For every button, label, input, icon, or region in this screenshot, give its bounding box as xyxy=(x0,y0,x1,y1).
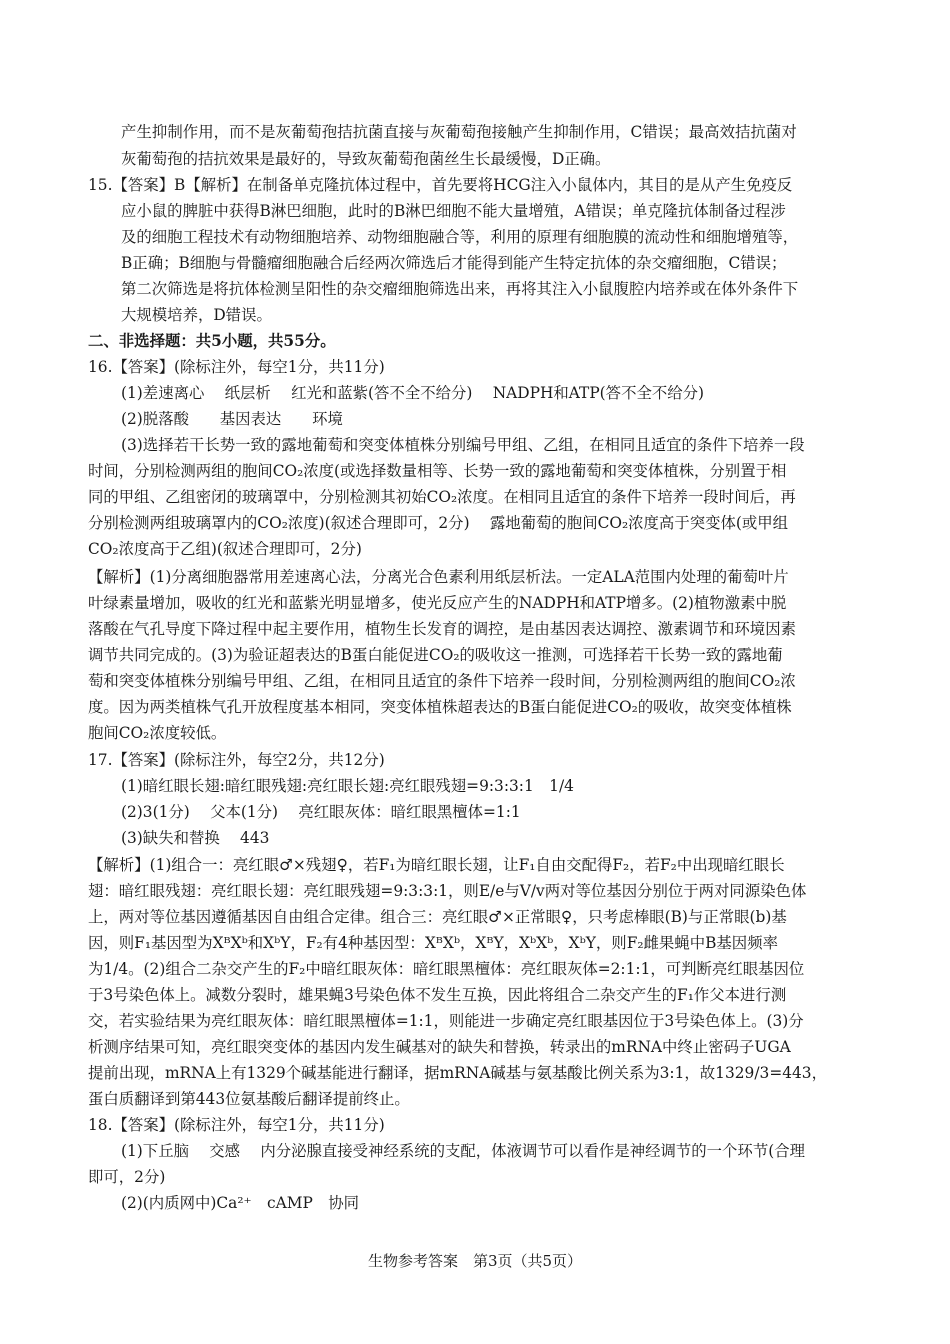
text-line: 落酸在气孔导度下降过程中起主要作用，植物生长发育的调控，是由基因表达调控、激素调节和环境因素 xyxy=(88,620,796,638)
answer-line: (2)(内质网中)Ca²⁺ cAMP 协同 xyxy=(121,1194,360,1212)
text-line: 产生抑制作用，而不是灰葡萄孢拮抗菌直接与灰葡萄孢接触产生抑制作用，C错误；最高效拮抗菌对 xyxy=(121,123,797,141)
text-line: CO₂浓度高于乙组)(叙述合理即可，2分) xyxy=(88,540,362,558)
analysis-17: 【解析】(1)组合一：亮红眼♂×残翅♀，若F₁为暗红眼长翅，让F₁自由交配得F₂，若F₂中出现暗红眼长 xyxy=(88,856,785,874)
answer-line: (1)暗红眼长翅:暗红眼残翅:亮红眼长翅:亮红眼残翅=9:3:3:1 1/4 xyxy=(121,777,574,795)
text-line: 应小鼠的脾脏中获得B淋巴细胞，此时的B淋巴细胞不能大量增殖，A错误；单克隆抗体制备过程涉 xyxy=(121,202,786,220)
text-line: 叶绿素量增加，吸收的红光和蓝紫光明显增多，使光反应产生的NADPH和ATP增多。(2)植物激素中脱 xyxy=(88,594,787,612)
text-line: 于3号染色体上。减数分裂时，雄果蝇3号染色体不发生互换，因此将组合二杂交产生的F₁作父本进行测 xyxy=(88,986,787,1004)
answer-line: (3)缺失和替换 443 xyxy=(121,829,270,847)
question-18-answer: 18.【答案】(除标注外，每空1分，共11分) xyxy=(88,1116,385,1134)
text-line: 同的甲组、乙组密闭的玻璃罩中，分别检测其初始CO₂浓度。在相同且适宜的条件下培养一段时间后，再 xyxy=(88,488,796,506)
answer-line: (1)差速离心 纸层析 红光和蓝紫(答不全不给分) NADPH和ATP(答不全不给分) xyxy=(121,384,705,402)
text-line: 即可，2分) xyxy=(88,1168,166,1186)
text-line: 胞间CO₂浓度较低。 xyxy=(88,724,227,742)
text-line: 分别检测两组玻璃罩内的CO₂浓度)(叙述合理即可，2分) 露地葡萄的胞间CO₂浓度高于突变体(或甲组 xyxy=(88,514,789,532)
text-line: 提前出现，mRNA上有1329个碱基能进行翻译，据mRNA碱基与氨基酸比例关系为3:1，故1329/3=443， xyxy=(88,1064,827,1082)
page-footer: 生物参考答案 第3页（共5页） xyxy=(367,1252,583,1270)
text-line: 大规模培养，D错误。 xyxy=(121,306,272,324)
text-line: 调节共同完成的。(3)为验证超表达的B蛋白能促进CO₂的吸收这一推测，可选择若干长势一致的露地葡 xyxy=(88,646,783,664)
analysis-16: 【解析】(1)分离细胞器常用差速离心法，分离光合色素利用纸层析法。一定ALA范围内处理的葡萄叶片 xyxy=(88,568,789,586)
answer-line: (3)选择若干长势一致的露地葡萄和突变体植株分别编号甲组、乙组，在相同且适宜的条件下培养一段 xyxy=(121,436,805,454)
text-line: 时间，分别检测两组的胞间CO₂浓度(或选择数量相等、长势一致的露地葡萄和突变体植株，分别置于相 xyxy=(88,462,787,480)
question-16-answer: 16.【答案】(除标注外，每空1分，共11分) xyxy=(88,358,385,376)
question-15-answer: 15.【答案】B【解析】在制备单克隆抗体过程中，首先要将HCG注入小鼠体内，其目的是从产生免疫反 xyxy=(88,176,793,194)
text-line: 交，若实验结果为亮红眼灰体：暗红眼黑檀体=1:1，则能进一步确定亮红眼基因位于3号染色体上。(3)分 xyxy=(88,1012,804,1030)
text-line: 析测序结果可知，亮红眼突变体的基因内发生碱基对的缺失和替换，转录出的mRNA中终止密码子UGA xyxy=(88,1038,791,1056)
answer-line: (2)3(1分) 父本(1分) 亮红眼灰体：暗红眼黑檀体=1:1 xyxy=(121,803,521,821)
text-line: 蛋白质翻译到第443位氨基酸后翻译提前终止。 xyxy=(88,1090,410,1108)
text-line: 为1/4。(2)组合二杂交产生的F₂中暗红眼灰体：暗红眼黑檀体：亮红眼灰体=2:1:1，可判断亮红眼基因位 xyxy=(88,960,805,978)
text-line: 因，则F₁基因型为XᴮXᵇ和XᵇY，F₂有4种基因型：XᴮXᵇ，XᴮY，XᵇXᵇ，XᵇY，则F₂雌果蝇中B基因频率 xyxy=(88,934,778,952)
question-17-answer: 17.【答案】(除标注外，每空2分，共12分) xyxy=(88,751,385,769)
text-line: 及的细胞工程技术有动物细胞培养、动物细胞融合等，利用的原理有细胞膜的流动性和细胞增殖等， xyxy=(121,228,799,246)
text-line: 第二次筛选是将抗体检测呈阳性的杂交瘤细胞筛选出来，再将其注入小鼠腹腔内培养或在体外条件下 xyxy=(121,280,799,298)
text-line: 上，两对等位基因遵循基因自由组合定律。组合三：亮红眼♂×正常眼♀，只考虑棒眼(B)与正常眼(b)基 xyxy=(88,908,787,926)
text-line: 萄和突变体植株分别编号甲组、乙组，在相同且适宜的条件下培养一段时间，分别检测两组的胞间CO₂浓 xyxy=(88,672,796,690)
text-line: B正确；B细胞与骨髓瘤细胞融合后经两次筛选后才能得到能产生特定抗体的杂交瘤细胞，C错误； xyxy=(121,254,787,272)
text-line: 翅：暗红眼残翅：亮红眼长翅：亮红眼残翅=9:3:3:1，则E/e与V/v两对等位基因分别位于两对同源染色体 xyxy=(88,882,807,900)
text-line: 度。因为两类植株气孔开放程度基本相同，突变体植株超表达的B蛋白能促进CO₂的吸收，故突变体植株 xyxy=(88,698,792,716)
answer-line: (1)下丘脑 交感 内分泌腺直接受神经系统的支配，体液调节可以看作是神经调节的一个环节(合理 xyxy=(121,1142,805,1160)
answer-line: (2)脱落酸 基因表达 环境 xyxy=(121,410,343,428)
section-heading: 二、非选择题：共5小题，共55分。 xyxy=(88,332,336,350)
text-line: 灰葡萄孢的拮抗效果是最好的，导致灰葡萄孢菌丝生长最缓慢，D正确。 xyxy=(121,150,611,168)
